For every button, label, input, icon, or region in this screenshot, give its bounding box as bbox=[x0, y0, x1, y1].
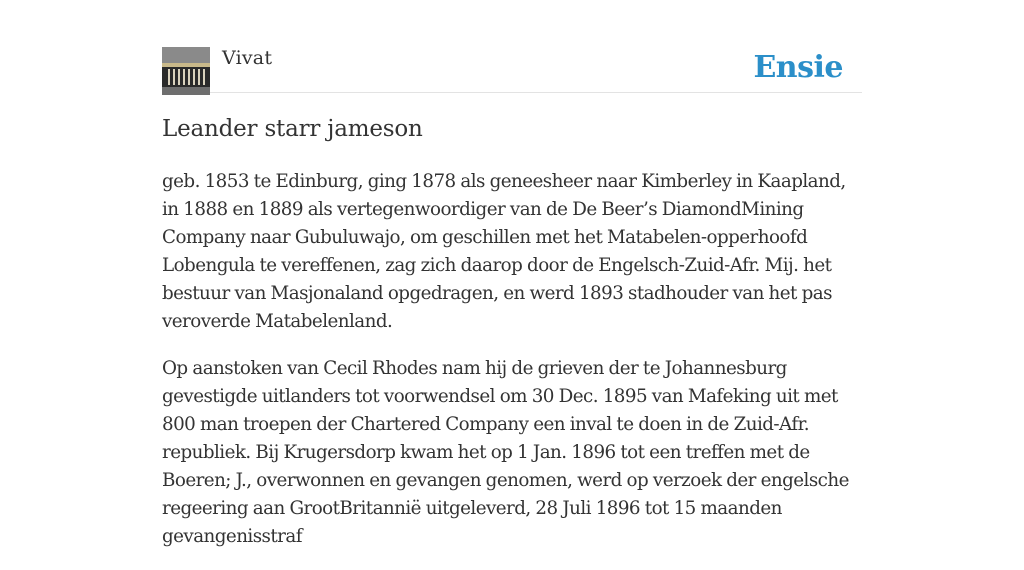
page bbox=[162, 0, 862, 547]
avatar-image bbox=[162, 47, 210, 95]
brand-logo[interactable]: Ensie bbox=[753, 50, 843, 85]
article-body bbox=[162, 168, 862, 570]
author-name[interactable]: Vivat bbox=[222, 47, 273, 69]
article-title: Leander starr jameson bbox=[162, 116, 423, 142]
article-paragraph: Op aanstoken van Cecil Rhodes nam hij de grieven der te Johannesburg gevestigde uitlanders tot voorwendsel om 30 Dec. 1895 van Mafeking uit met 800 man troepen der Chartered Company een inval te doen in de Zuid-Afr. republiek. Bij Krugersdorp kwam het op 1 Jan. 1896 tot een treffen met de Boeren; J., overwonnen en gevangen genomen, werd op verzoek der engelsche regeering aan GrootBritannië uitgeleverd, 28 Juli 1896 tot 15 maanden gevangenisstraf bbox=[162, 358, 849, 547]
article-paragraph: geb. 1853 te Edinburg, ging 1878 als geneesheer naar Kimberley in Kaapland, in 1888 en 1889 als vertegenwoordiger van de De Beer’s DiamondMining Company naar Gubuluwajo, om geschillen met het Matabelen-opperhoofd Lobengula te vereffenen, zag zich daarop door de Engelsch-Zuid-Afr. Mij. het bestuur van Masjonaland opgedragen, en werd 1893 stadhouder van het pas veroverde Matabelenland. bbox=[162, 171, 846, 332]
author-avatar[interactable] bbox=[162, 47, 210, 95]
header bbox=[162, 46, 862, 93]
